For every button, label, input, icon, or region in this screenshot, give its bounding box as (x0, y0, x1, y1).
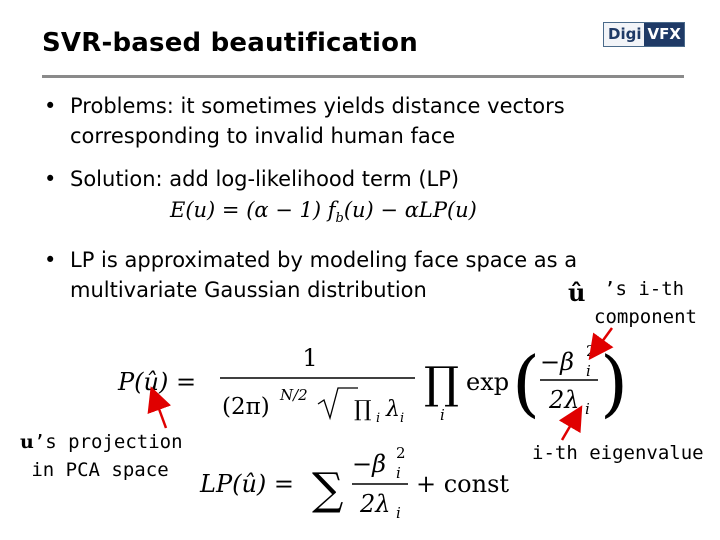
logo-part-vfx: VFX (647, 25, 681, 43)
exp-numerator-index: i (586, 362, 591, 380)
bullet-text: Problems: it sometimes yields distance vectors (70, 94, 565, 118)
exp-right-paren: ) (600, 341, 629, 425)
bullet-dot: • (44, 94, 57, 118)
energy-term1: (α − 1) f (246, 198, 336, 222)
logo-part-digi: Digi (604, 23, 644, 46)
component-label-line1: ’s i-th (604, 278, 685, 300)
energy-sub-b: b (335, 211, 344, 227)
projection-label-line1: ’s projection (33, 431, 183, 453)
exp-function: exp (466, 368, 510, 396)
sum-symbol: ∑ (312, 464, 344, 515)
gaussian-numerator: 1 (302, 344, 318, 372)
lp-denominator: 2λ (360, 490, 391, 518)
projection-arrow (155, 398, 166, 428)
slide-title: SVR-based beautification (42, 28, 418, 58)
lp-numerator-index: i (396, 464, 401, 482)
sqrt-lambda: λ (386, 397, 400, 422)
projection-label-line2: in PCA space (31, 459, 169, 481)
bullet-text: Solution: add log-likelihood term (LP) (70, 167, 460, 191)
bullet-dot: • (44, 248, 57, 272)
component-label-line2: component (594, 306, 697, 328)
sqrt-sign (318, 388, 358, 418)
gaussian-denominator-exponent: N/2 (280, 386, 308, 404)
exp-left-paren: ( (512, 341, 541, 425)
sqrt-product: ∏ (354, 397, 372, 422)
eigenvalue-arrow (562, 416, 576, 440)
bullet-text-continued: multivariate Gaussian distribution (70, 278, 427, 302)
lp-lhs: LP(û) = (200, 470, 295, 498)
energy-term1-end: (u) − αLP(u) (343, 198, 477, 222)
exp-numerator: −β (540, 348, 574, 376)
gaussian-equation (117, 341, 628, 426)
eigenvalue-label: i-th eigenvalue (532, 442, 704, 464)
lp-denominator-index: i (396, 504, 401, 522)
gaussian-lhs: P(û) = (118, 368, 197, 396)
exp-denominator: 2λ (549, 386, 580, 414)
lp-constant: + const (416, 470, 510, 498)
exp-denominator-index: i (585, 400, 590, 418)
lp-numerator-exponent: 2 (396, 444, 406, 462)
gaussian-denominator: (2π) (222, 394, 270, 420)
bullet-text: LP is approximated by modeling face space as a (70, 248, 578, 272)
lp-equation (199, 444, 509, 522)
sqrt-lambda-index: i (400, 411, 405, 426)
product-symbol: ∏ (424, 358, 460, 409)
bullet-dot: • (44, 167, 57, 191)
projection-u-symbol: u (20, 431, 34, 453)
lp-numerator: −β (352, 450, 386, 478)
sqrt-product-index: i (376, 411, 381, 426)
exp-numerator-exponent: 2 (586, 342, 596, 360)
product-index: i (440, 406, 445, 424)
u-hat-symbol: û (568, 278, 586, 307)
energy-lhs: E(u) = (170, 198, 247, 222)
bullet-text-continued: corresponding to invalid human face (70, 124, 456, 148)
